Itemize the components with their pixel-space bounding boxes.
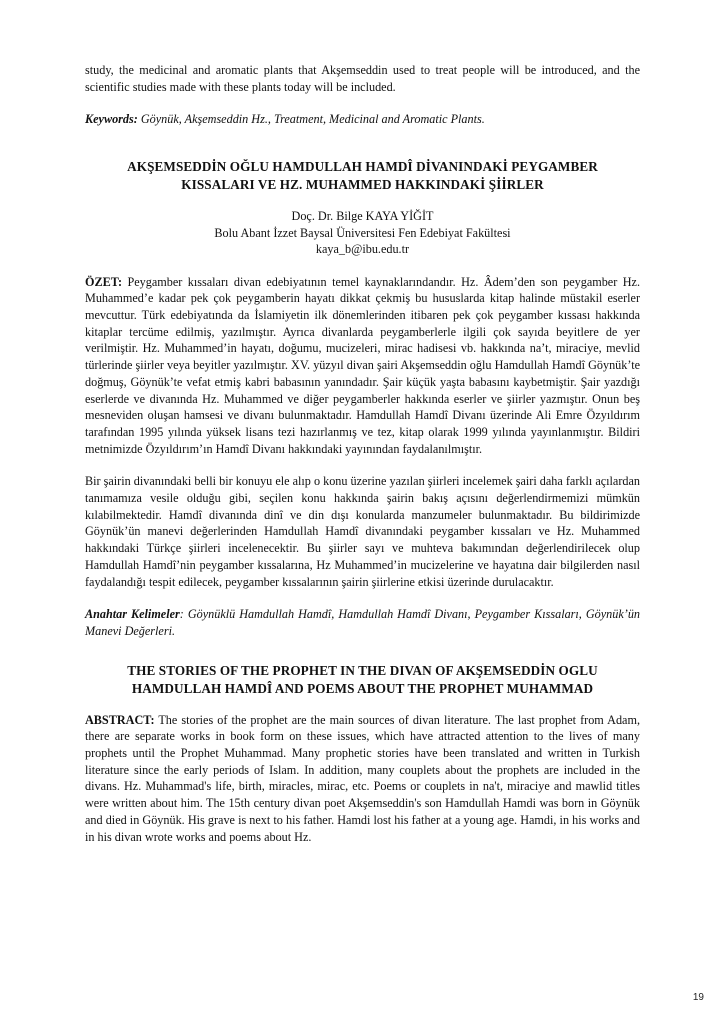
abstract-paragraph (85, 712, 640, 846)
page-number: 19 (692, 992, 704, 1003)
ozet-label: ÖZET: (85, 274, 123, 289)
author-affiliation: Bolu Abant İzzet Baysal Üniversitesi Fen Edebiyat Fakültesi (214, 225, 511, 240)
english-title-line1: THE STORIES OF THE PROPHET IN THE DIVAN OF AKŞEMSEDDİN OGLU (127, 662, 598, 678)
keywords-en-label: Keywords: (85, 112, 138, 127)
turkish-title-line2: KISSALARI VE HZ. MUHAMMED HAKKINDAKİ ŞİİRLER (181, 177, 544, 193)
author-block (85, 208, 640, 258)
abstract-label: ABSTRACT: (85, 712, 155, 727)
keywords-tr-label: Anahtar Kelimeler (85, 607, 180, 622)
body-paragraph: Bir şairin divanındaki belli bir konuyu ele alıp o konu üzerine yazılan şiirleri incelemek şairi daha farklı açılardan tanımamıza vesile olduğu gibi, seçilen konu hakkında şairin bakış açısını değerlendirmemizi mümkün kılabilmektedir. Hamdî divanında dinî ve din dışı konularda manzumeler bulunmaktadır. Bu bildirimizde Göynük’ün manevi değerlerinden Hamdullah Hamdî divanındaki peygamber kıssaları ve Hz. Muhammed hakkındaki Türkçe şiirleri incelenecektir. Bu şiirler sayı ve muhteva bakımından değerlendirilecek olup Hamdullah Hamdî’nin peygamber kıssalarına, Hz Muhammed’in mucizelerine ve hayatına dair bilgilerden nasıl faydalandığı tespit edilecek, peygamber kıssalarının şairin şiirlerine etkisi üzerinde durulacaktır. (85, 474, 640, 589)
keywords-tr (85, 606, 640, 639)
turkish-title-line1: AKŞEMSEDDİN OĞLU HAMDULLAH HAMDÎ DİVANINDAKİ PEYGAMBER (127, 159, 598, 175)
english-title-line2: HAMDULLAH HAMDÎ AND POEMS ABOUT THE PROPHET MUHAMMAD (131, 680, 594, 696)
ozet-text: Peygamber kıssaları divan edebiyatının temel kaynaklarındandır. Hz. Âdem’den son peygamber Hz. Muhammed’e kadar pek çok peygamberin hayatı dikkat çekmiş bu hususlarda kitap halinde müstakil eserler mevcuttur. Türk edebiyatında da İslamiyetin ilk dönemlerinden itibaren pek çok peygamber kıssası hakkında kitaplar tercüme edilmiş, yazılmıştır. Ayrıca divanlarda peygamberlerle ilgili çok sayıda beyitlere de yer verilmiştir. Hz. Muhammed’in hayatı, doğumu, mucizeleri, mirac hadisesi vb. hakkında na’t, miraciye, mevlid türlerinde şiirler veya beyitler yazılmıştır. XV. yüzyıl divan şairi Akşemseddin oğlu Hamdullah Hamdî Göynük’te doğmuş, Göynük’te vefat etmiş kabri babasının yanındadır. Şair küçük yaşta babasını kaybetmiştir. Şair yazdığı eserlerde ve divanında Hz. Muhammed ve diğer peygamberler hakkında eserler ve şiirler yazmıştır. Onun beş mesneviden oluşan hamsesi ve divanı bulunmaktadır. Hamdullah Hamdî Divanı üzerinde Ali Emre Özyıldırım tarafından 1995 yılında yüksek lisans tezi hazırlanmış ve tez, kitap olarak 1999 yılında yayınlanmıştır. Bildiri metnimizde Özyıldırım’ın Hamdî Divanı hakkındaki yayınından faydalanılmıştır. (85, 274, 640, 456)
author-email[interactable]: kaya_b@ibu.edu.tr (315, 242, 410, 257)
turkish-title (85, 158, 640, 194)
author-name: Doç. Dr. Bilge KAYA YİĞİT (291, 209, 434, 224)
intro-paragraph: study, the medicinal and aromatic plants that Akşemseddin used to treat people will be introduced, and the scientific studies made with these plants today will be included. (85, 63, 640, 94)
keywords-en-text: Göynük, Akşemseddin Hz., Treatment, Medicinal and Aromatic Plants. (137, 112, 485, 127)
english-title (85, 662, 640, 698)
keywords-en (85, 111, 640, 128)
ozet-paragraph (85, 274, 640, 458)
document-page (85, 62, 640, 861)
abstract-text: The stories of the prophet are the main sources of divan literature. The last prophet from Adam, there are separate works in book form on these issues, which have attracted attention to the lives of many prophets until the Prophet Muhammad. Many prophetic stories have been translated and written in Turkish literature since the early periods of Islam. In addition, many couplets about the prophets are included in the divans. Hz. Muhammad's life, birth, miracles, mirac, etc. Poems or couplets in na't, miraciye and mawlid titles were written about him. The 15th century divan poet Akşemseddin's son Hamdullah Hamdi was born in Göynük and died in Göynük. His grave is next to his father. Hamdi lost his father at a young age. Hamdi, in his works and in his divan wrote works and poems about Hz. (85, 712, 640, 844)
keywords-tr-text: : Göynüklü Hamdullah Hamdî, Hamdullah Hamdî Divanı, Peygamber Kıssaları, Göynük’ün Manevi Değerleri. (85, 607, 641, 638)
